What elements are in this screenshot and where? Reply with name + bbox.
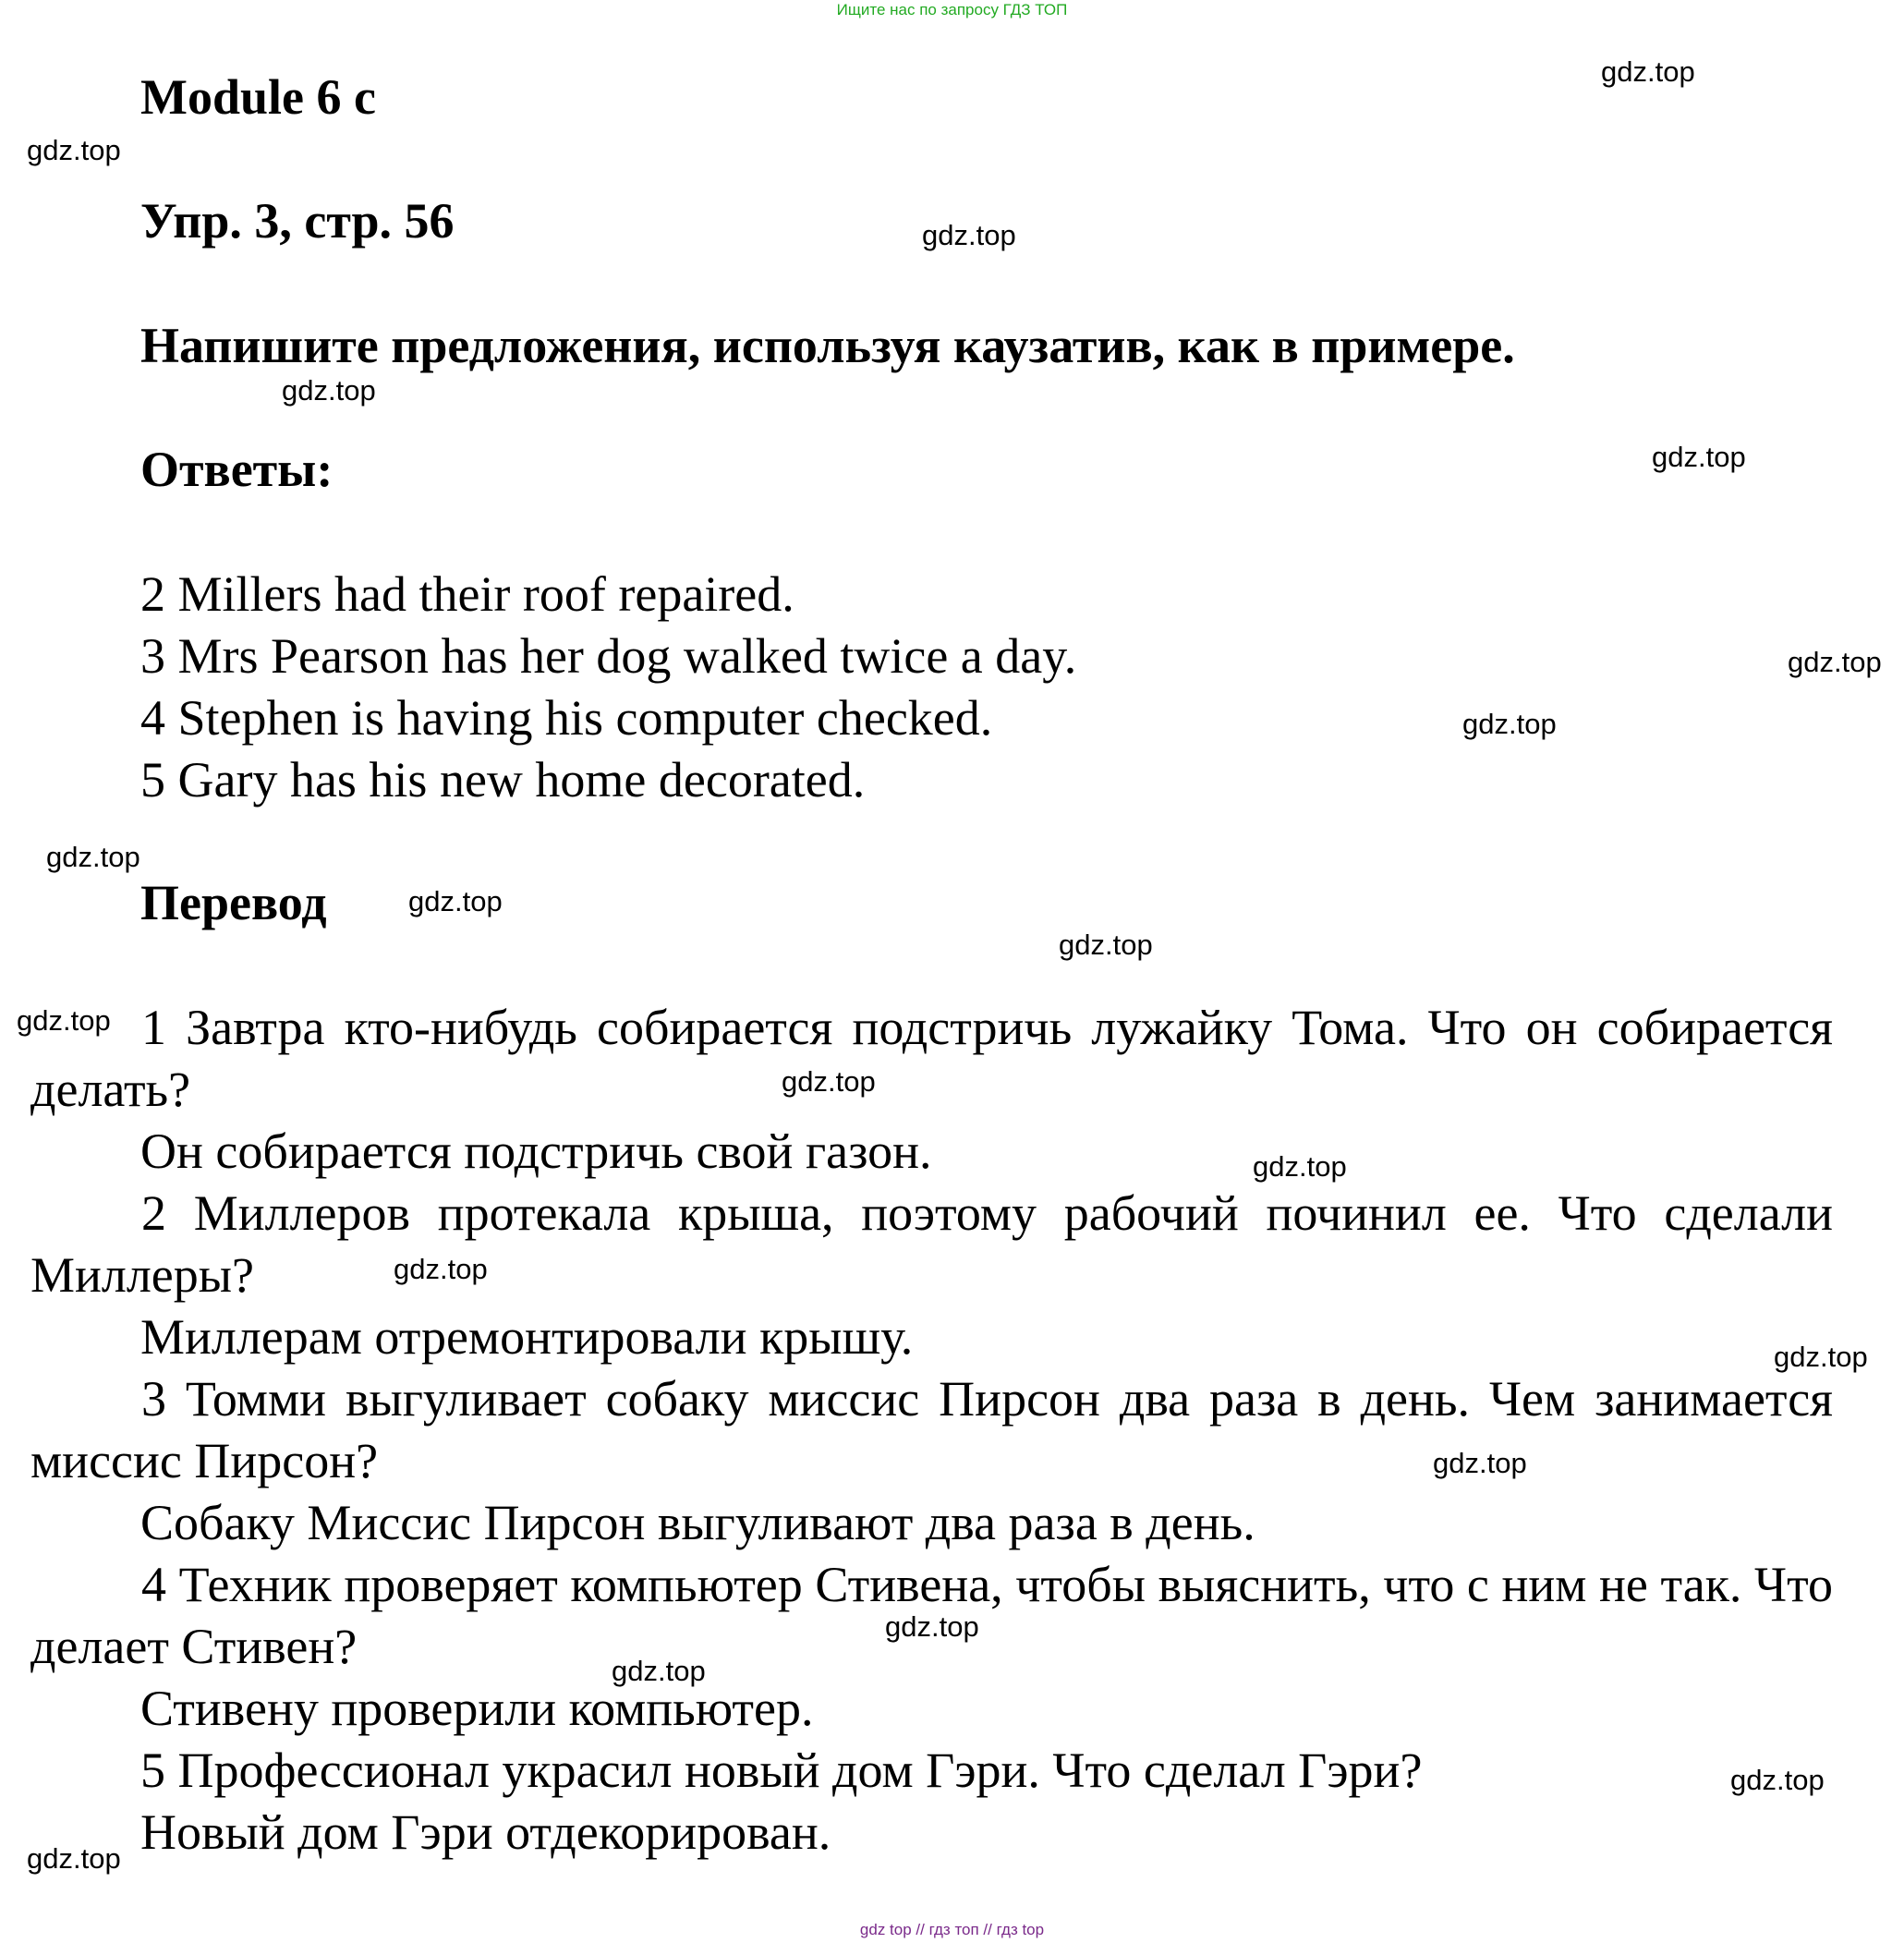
watermark: gdz.top	[782, 1065, 876, 1098]
answer-line: 2 Millers had their roof repaired.	[140, 566, 794, 622]
top-banner: Ищите нас по запросу ГДЗ ТОП	[836, 1, 1068, 18]
answer-line: 4 Stephen is having his computer checked.	[140, 690, 993, 746]
translation-question: 4 Техник проверяет компьютер Стивена, чтобы выяснить, что с ним не так. Что делает Стивен?	[30, 1557, 1833, 1674]
watermark: gdz.top	[1462, 708, 1557, 740]
watermark: gdz.top	[922, 219, 1016, 251]
watermark: gdz.top	[1059, 929, 1153, 961]
instruction-text: Напишите предложения, используя каузатив, как в примере.	[140, 318, 1515, 373]
translation-heading: Перевод	[140, 875, 327, 930]
answer-line: 5 Gary has his new home decorated.	[140, 752, 866, 808]
watermark: gdz.top	[612, 1655, 706, 1687]
translation-question: 3 Томми выгуливает собаку миссис Пирсон два раза в день. Чем занимается миссис Пирсон?	[30, 1371, 1833, 1488]
watermark: gdz.top	[27, 1842, 121, 1875]
watermark: gdz.top	[1601, 55, 1695, 88]
watermark: gdz.top	[885, 1610, 979, 1643]
translation-answer: Миллерам отремонтировали крышу.	[140, 1309, 914, 1365]
exercise-heading: Упр. 3, стр. 56	[140, 193, 455, 249]
watermark: gdz.top	[1788, 646, 1882, 678]
answers-heading: Ответы:	[140, 442, 334, 497]
watermark: gdz.top	[1730, 1764, 1825, 1796]
answer-line: 3 Mrs Pearson has her dog walked twice a day.	[140, 628, 1077, 684]
translation-answer: Собаку Миссис Пирсон выгуливают два раза в день.	[140, 1495, 1255, 1550]
translation-answer: Новый дом Гэри отдекорирован.	[140, 1804, 831, 1860]
watermark: gdz.top	[1652, 441, 1746, 473]
watermark: gdz.top	[46, 841, 140, 873]
watermark: gdz.top	[394, 1253, 488, 1285]
translation-question: 5 Профессионал украсил новый дом Гэри. Что сделал Гэри?	[140, 1743, 1423, 1798]
watermark: gdz.top	[27, 134, 121, 166]
translation-question: 2 Миллеров протекала крыша, поэтому рабочий починил ее. Что сделали Миллеры?	[30, 1185, 1833, 1303]
watermark: gdz.top	[282, 374, 376, 407]
watermark: gdz.top	[17, 1004, 111, 1037]
watermark: gdz.top	[1433, 1447, 1527, 1479]
watermark: gdz.top	[1774, 1341, 1868, 1373]
translation-question: 1 Завтра кто-нибудь собирается подстричь лужайку Тома. Что он собирается делать?	[30, 1000, 1833, 1117]
module-title: Module 6 c	[140, 69, 376, 125]
translation-answer: Он собирается подстричь свой газон.	[140, 1123, 932, 1179]
translation-answer: Стивену проверили компьютер.	[140, 1681, 814, 1736]
watermark: gdz.top	[408, 885, 503, 917]
footer-links: gdz top // гдз топ // гдз top	[859, 1921, 1045, 1938]
watermark: gdz.top	[1253, 1150, 1347, 1183]
